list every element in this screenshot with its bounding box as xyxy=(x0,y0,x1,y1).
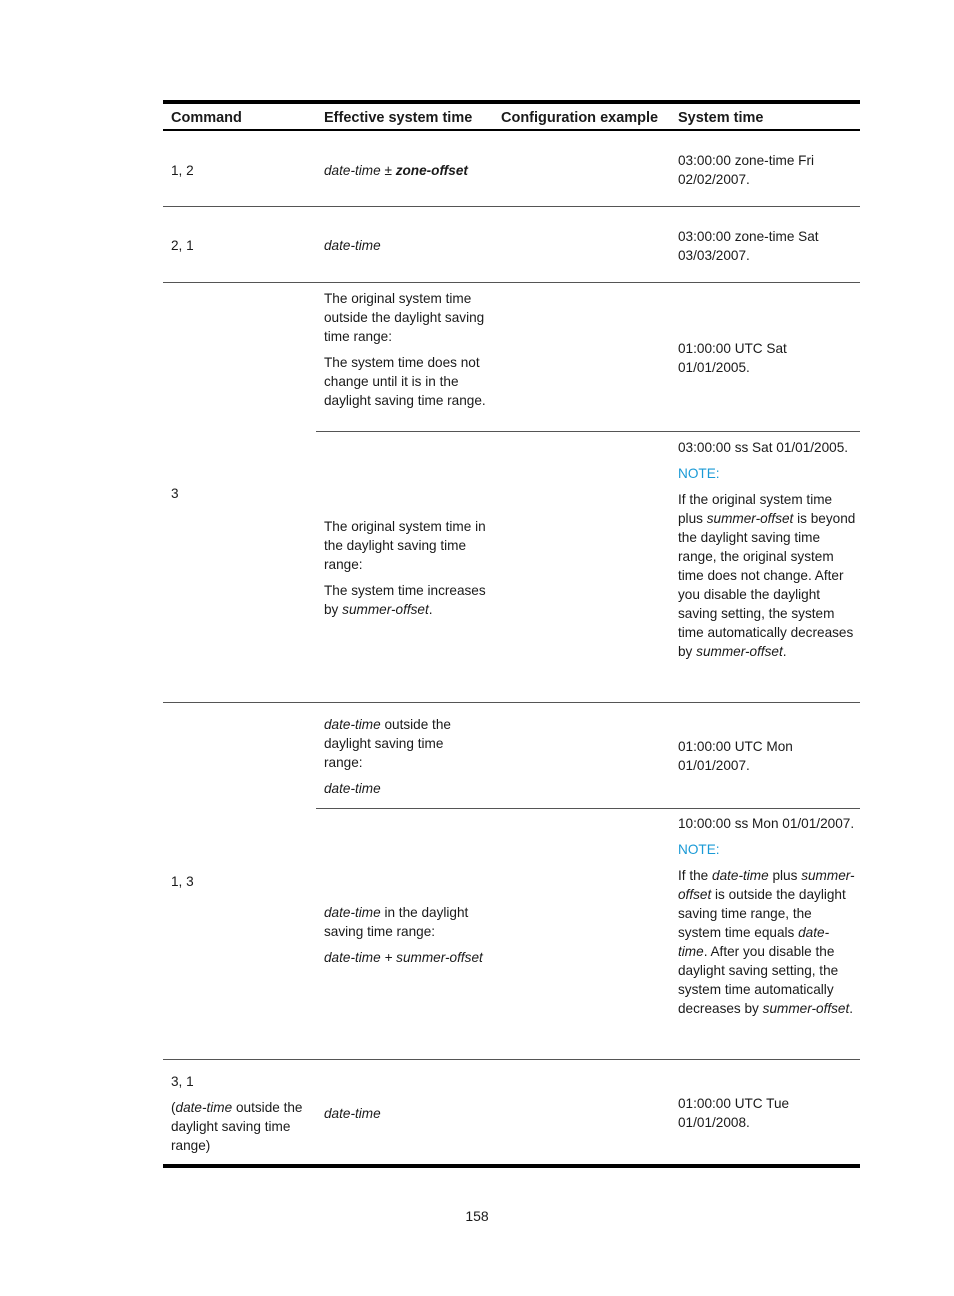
row2-system-time: 03:00:00 zone-time Sat 03/03/2007. xyxy=(678,229,819,263)
row4-in-range-effective-time: date-time in the daylight saving time range: date-time + summer-offset xyxy=(324,905,483,965)
row2-command: 2, 1 xyxy=(171,238,194,253)
header-configuration-example: Configuration example xyxy=(501,110,659,126)
header-command: Command xyxy=(171,110,242,126)
row5-system-time: 01:00:00 UTC Tue 01/01/2008. xyxy=(678,1096,790,1130)
row4-in-range-system-time: 10:00:00 ss Mon 01/01/2007. NOTE: If the date-time plus summer-offset is outside the daylight saving time range, the system time equals date-time. After you disable the daylight saving setting, the system time automatically decreases by summer-offset. xyxy=(678,814,858,1018)
time-settings-table xyxy=(163,100,860,1169)
row5-effective-time: date-time xyxy=(324,1106,381,1121)
row1-system-time: 03:00:00 zone-time Fri 02/02/2007. xyxy=(678,153,815,187)
row-divider xyxy=(163,702,860,703)
row1-effective-time: date-time ± zone-offset xyxy=(324,163,468,178)
row-divider xyxy=(163,206,860,207)
row4-command: 1, 3 xyxy=(171,874,194,889)
row-divider xyxy=(163,282,860,283)
row2-effective-time: date-time xyxy=(324,238,381,253)
row3-outside-range-effective-time: The original system time outside the daylight saving time range: The system time does not change until it is in the daylight saving time range. xyxy=(324,291,486,408)
table-top-rule xyxy=(163,100,860,104)
row1-command: 1, 2 xyxy=(171,163,194,178)
row4-outside-range-system-time: 01:00:00 UTC Mon 01/01/2007. xyxy=(678,739,793,773)
header-system-time: System time xyxy=(678,110,764,126)
note-label: NOTE: xyxy=(678,466,720,481)
row3-outside-range-system-time: 01:00:00 UTC Sat 01/01/2005. xyxy=(678,341,787,375)
table-bottom-rule xyxy=(163,1164,860,1168)
subrow-divider xyxy=(316,808,860,809)
row3-in-range-system-time: 03:00:00 ss Sat 01/01/2005. NOTE: If the original system time plus summer-offset is beyond the daylight saving time range, the original system time does not change. After you disable the daylight saving setting, the system time automatically decreases by summer-offset. xyxy=(678,438,858,661)
header-bottom-rule xyxy=(163,129,860,131)
note-label: NOTE: xyxy=(678,842,720,857)
row5-command: 3, 1 (date-time outside the daylight saving time range) xyxy=(171,1074,303,1153)
row-divider xyxy=(163,1059,860,1060)
row3-in-range-effective-time: The original system time in the daylight saving time range: The system time increases by summer-offset. xyxy=(324,519,486,617)
page-number: 158 xyxy=(465,1208,489,1224)
subrow-divider xyxy=(316,431,860,432)
row4-outside-range-effective-time: date-time outside the daylight saving time range: date-time xyxy=(324,717,451,796)
header-effective-system-time: Effective system time xyxy=(324,110,473,126)
row3-command: 3 xyxy=(171,486,179,501)
